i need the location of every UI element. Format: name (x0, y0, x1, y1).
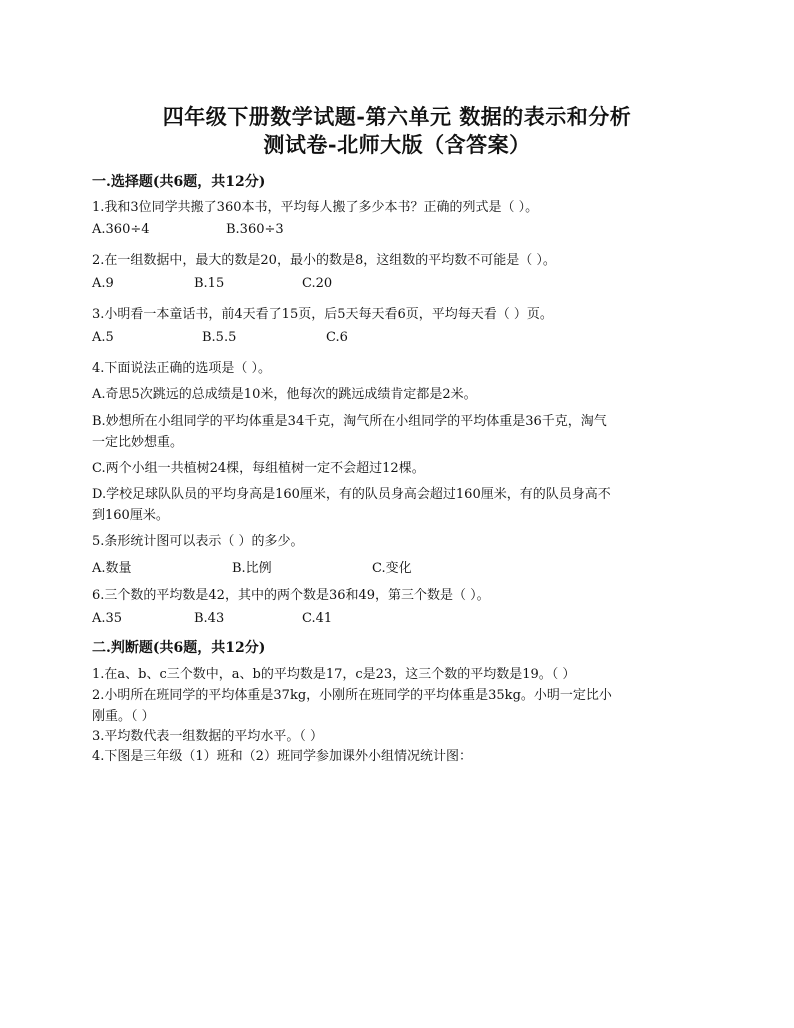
option-b: B.比例 (232, 561, 272, 576)
option-a: A.5 (92, 330, 114, 345)
page-title-line1: 四年级下册数学试题-第六单元 数据的表示和分析 (162, 104, 632, 129)
option-b: B.15 (194, 276, 225, 291)
judgement-4: 4.下图是三年级（1）班和（2）班同学参加课外小组情况统计图： (92, 749, 472, 764)
option-c: C.20 (302, 276, 333, 291)
question-3: 3.小明看一本童话书，前4天看了15页，后5天每天看6页，平均每天看（ ）页。 (92, 307, 553, 322)
option-c: C.6 (326, 330, 348, 345)
question-5: 5.条形统计图可以表示（ ）的多少。 (92, 534, 304, 549)
option-c: C.变化 (372, 561, 412, 576)
question-4-option-d-line1: D.学校足球队队员的平均身高是160厘米，有的队员身高会超过160厘米，有的队员身高不 (92, 487, 611, 502)
option-a: A.35 (92, 611, 123, 626)
question-4: 4.下面说法正确的选项是（ ）。 (92, 361, 272, 376)
option-c: C.41 (302, 611, 333, 626)
judgement-2-line2: 刚重。（ ） (92, 709, 155, 724)
question-4-option-d-line2: 到160厘米。 (92, 508, 169, 523)
question-4-option-c: C.两个小组一共植树24棵，每组植树一定不会超过12棵。 (92, 461, 425, 476)
question-6: 6.三个数的平均数是42，其中的两个数是36和49，第三个数是（ ）。 (92, 588, 490, 603)
judgement-2-line1: 2.小明所在班同学的平均体重是37kg，小刚所在班同学的平均体重是35kg。小明一定比小 (92, 688, 612, 703)
section-heading-judgement: 二.判断题(共6题，共12分) (92, 640, 266, 656)
page-title-line2: 测试卷-北师大版（含答案） (263, 132, 531, 157)
judgement-3: 3.平均数代表一组数据的平均水平。（ ） (92, 729, 324, 744)
judgement-1: 1.在a、b、c三个数中，a、b的平均数是17，c是23，这三个数的平均数是19。（ ） (92, 667, 576, 682)
option-b: B.360÷3 (226, 222, 284, 237)
question-4-option-b-line2: 一定比妙想重。 (92, 435, 184, 450)
section-heading-choice: 一.选择题(共6题，共12分) (92, 174, 266, 190)
option-b: B.43 (194, 611, 225, 626)
question-2: 2.在一组数据中，最大的数是20，最小的数是8，这组数的平均数不可能是（ ）。 (92, 253, 556, 268)
question-1: 1.我和3位同学共搬了360本书，平均每人搬了多少本书？正确的列式是（ ）。 (92, 200, 539, 215)
question-4-option-a: A.奇思5次跳远的总成绩是10米，他每次的跳远成绩肯定都是2米。 (92, 387, 477, 402)
question-4-option-b-line1: B.妙想所在小组同学的平均体重是34千克，淘气所在小组同学的平均体重是36千克，淘气 (92, 414, 607, 429)
option-a: A.数量 (92, 561, 132, 576)
option-a: A.9 (92, 276, 114, 291)
option-a: A.360÷4 (92, 222, 150, 237)
option-b: B.5.5 (202, 330, 237, 345)
